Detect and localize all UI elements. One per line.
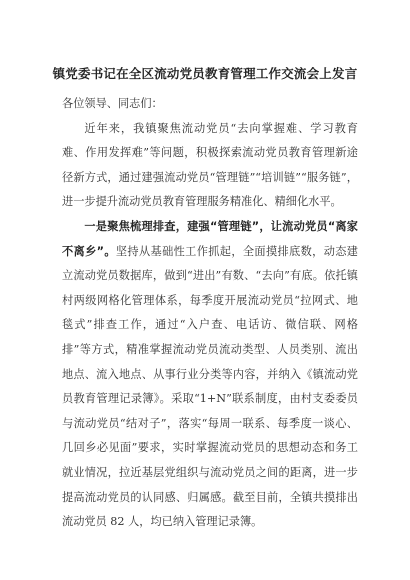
salutation: 各位领导、同志们：	[62, 97, 163, 110]
paragraph-intro: 近年来，我镇聚焦流动党员“去向掌握难、学习教育难、作用发挥难”等问题，积极探索流动党员教育管理新途径新方式，通过建强流动党员“管理链”“培训链”“服务链”，进一步提升流动党员教育管理服务精准化、精细化水平。	[62, 121, 358, 209]
paragraph-body-text: 坚持从基础性工作抓起，全面摸排底数，动态建立流动党员数据库，做到“进出”有数、“去向”有底。依托镇村两级网格化管理体系，每季度开展流动党员“拉网式、地毯式”排查工作，通过“入户查、电话访、微信联、网格排”等方式，精准掌握流动党员流动类型、人员类别、流出地点、流入地点、从事行业分类等内容，并纳入《镇流动党员教育管理记录簿》。采取“1+N”联系制度，由村支委委员与流动党员“结对子”，落实“每周一联系、每季度一谈心、几回乡必见面”要求，实时掌握流动党员的思想动态和务工就业情况，拉近基层党组织与流动党员之间的距离，进一步提高流动党员的认同感、归属感。截至目前，全镇共摸排出流动党员 82 人，均已纳入管理记录簿。	[62, 244, 358, 529]
paragraph-lead: 一是聚焦梳理排查，建强“管理链”，让流动党员“离家不离乡”。	[62, 219, 358, 258]
document-body	[62, 92, 358, 535]
paragraph-management-chain	[62, 215, 358, 535]
document-title: 镇党委书记在全区流动党员教育管理工作交流会上发言	[52, 66, 358, 81]
